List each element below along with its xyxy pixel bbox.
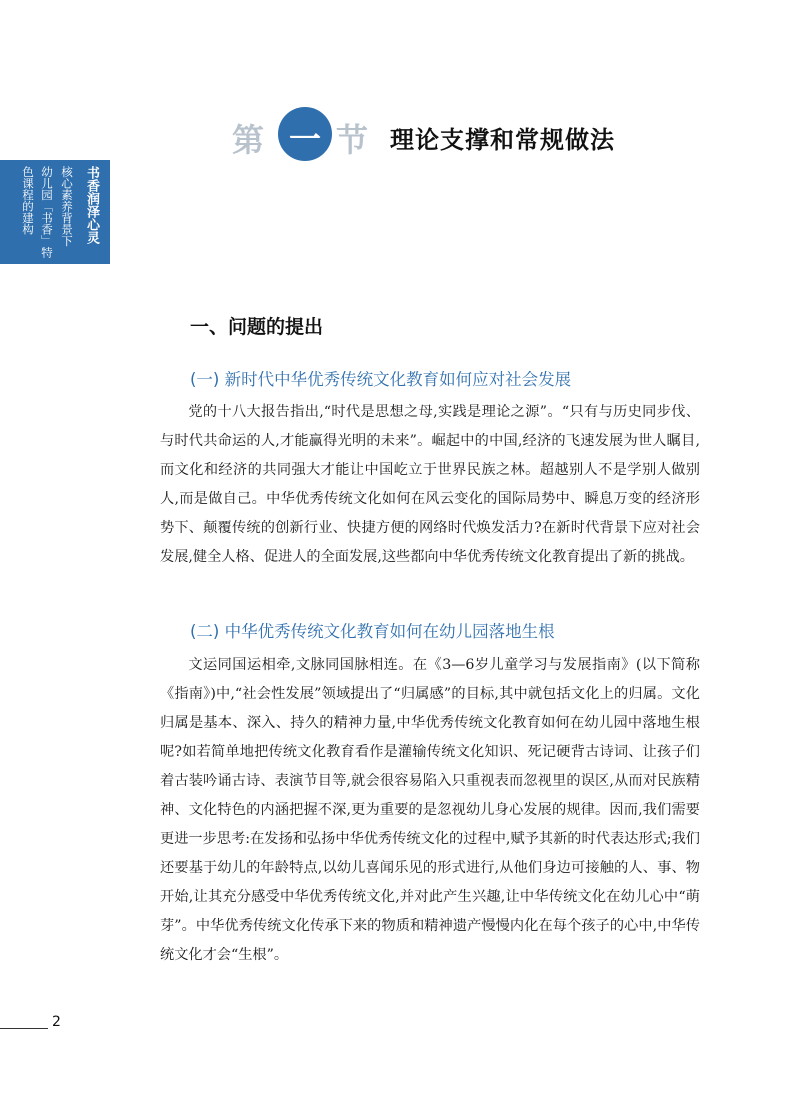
paragraph-2: 文运同国运相牵,文脉同国脉相连。在《3—6岁儿童学习与发展指南》(以下简称《指南》)中,“社会性发展”领域提出了“归属感”的目标,其中就包括文化上的归属。文化归属是基本、深入、持久的精神力量,中华优秀传统文化教育如何在幼儿园中落地生根呢?如若简单地把传统文化教育看作是灌输传统文化知识、死记硬背古诗词、让孩子们着古装吟诵古诗、表演节目等,就会很容易陷入只重视表而忽视里的误区,从而对民族精神、文化特色的内涵把握不深,更为重要的是忽视幼儿身心发展的规律。因而,我们需要更进一步思考:在发扬和弘扬中华优秀传统文化的过程中,赋予其新的时代表达形式;我们还要基于幼儿的年龄特点,以幼儿喜闻乐见的形式进行,从他们身边可接触的人、事、物开始,让其充分感受中华优秀传统文化,并对此产生兴趣,让中华传统文化在幼儿心中“萌芽”。中华优秀传统文化传承下来的物质和精神遗产慢慢内化在每个孩子的心中,中华传统文化才会“生根”。: [160, 657, 700, 963]
section-title: 理论支撑和常规做法: [390, 125, 615, 154]
section-prefix: 第: [232, 121, 265, 159]
heading-problem: 一、问题的提出: [190, 316, 324, 338]
subsection-title-2: (二) 中华优秀传统文化教育如何在幼儿园落地生根: [190, 622, 555, 641]
section-number: 一: [288, 120, 321, 158]
section-heading: [232, 107, 652, 167]
side-tab: [0, 160, 110, 264]
section-suffix: 节: [336, 121, 369, 159]
side-tab-title: 书香润泽心灵: [84, 166, 99, 244]
section-number-badge: [278, 107, 332, 161]
side-tab-subtitle-line3: 色课程的建构: [21, 166, 35, 235]
subsection-title-1: (一) 新时代中华优秀传统文化教育如何应对社会发展: [190, 370, 572, 389]
paragraph-1: 党的十八大报告指出,“时代是思想之母,实践是理论之源”。“只有与历史同步伐、与时代共命运的人,才能赢得光明的未来”。崛起中的中国,经济的飞速发展为世人瞩目,而文化和经济的共同强大才能让中国屹立于世界民族之林。超越别人不是学别人做别人,而是做自己。中华优秀传统文化如何在风云变化的国际局势中、瞬息万变的经济形势下、颠覆传统的创新行业、快捷方便的网络时代焕发活力?在新时代背景下应对社会发展,健全人格、促进人的全面发展,这些都向中华优秀传统文化教育提出了新的挑战。: [160, 404, 700, 565]
footer-rule: [0, 1028, 48, 1029]
page-number: 2: [52, 1014, 61, 1030]
side-tab-subtitle-line1: 核心素养背景下: [60, 166, 74, 247]
side-tab-subtitle-line2: 幼儿园「书香」特: [40, 166, 54, 258]
